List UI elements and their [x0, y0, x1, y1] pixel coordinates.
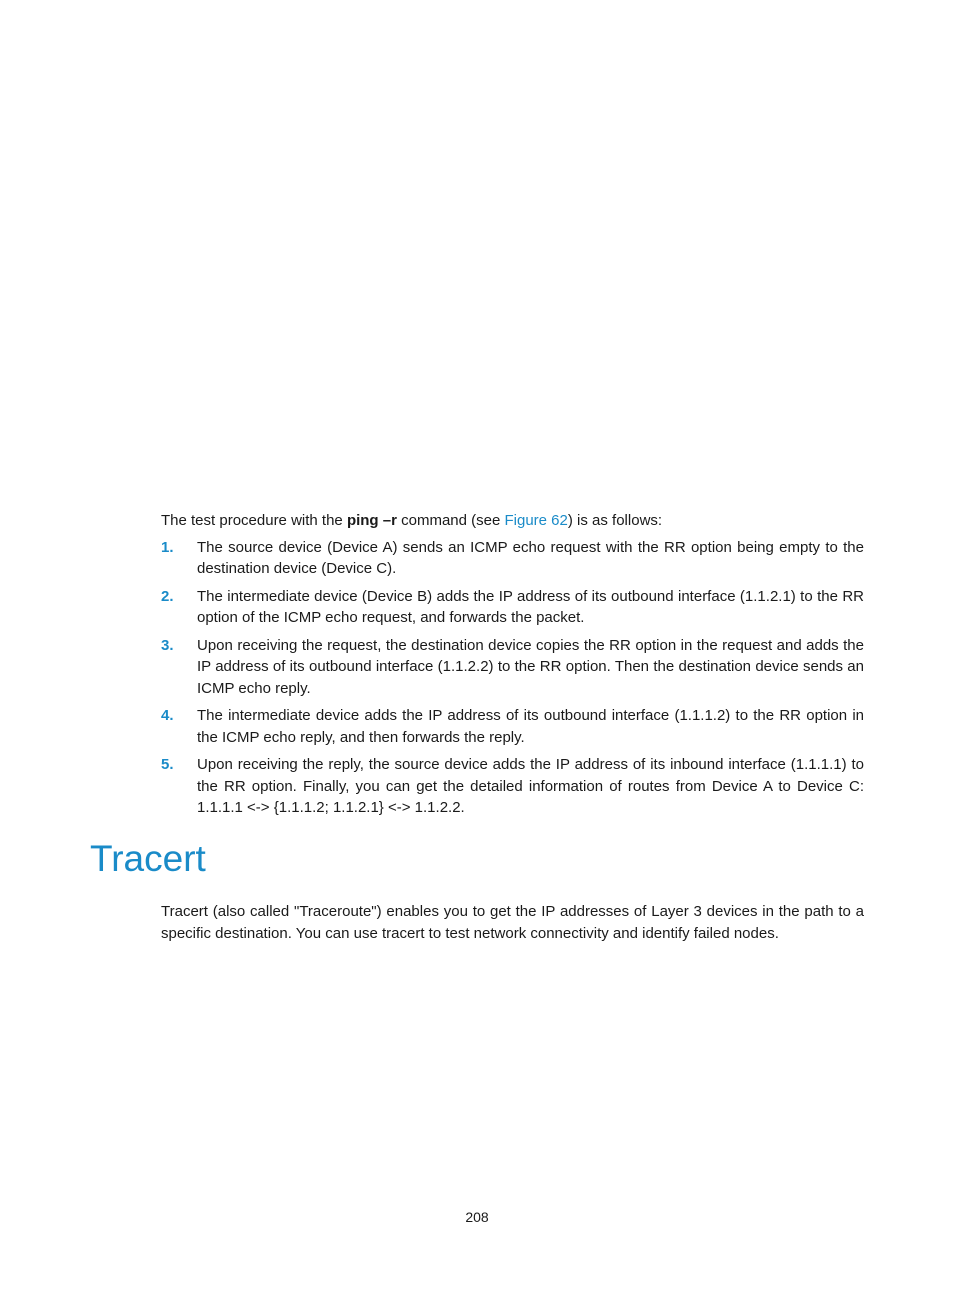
- procedure-block: [161, 510, 864, 825]
- step-number: 2.: [161, 587, 174, 605]
- list-item: [161, 635, 864, 700]
- step-text: The intermediate device adds the IP address of its outbound interface (1.1.1.2) to the RR option in the ICMP echo reply, and then forwards the reply.: [197, 707, 864, 746]
- step-number: 4.: [161, 707, 174, 724]
- step-number: 3.: [161, 636, 174, 654]
- list-item: [161, 705, 864, 748]
- intro-text-middle: command (see: [396, 512, 505, 529]
- step-number: 5.: [161, 756, 174, 773]
- figure-link[interactable]: Figure 62: [504, 512, 568, 529]
- step-text: The source device (Device A) sends an ICMP echo request with the RR option being empty to the destination device (Device C).: [197, 538, 864, 577]
- list-item: [161, 586, 864, 629]
- steps-list: [161, 537, 864, 819]
- intro-text-before: The test procedure with the: [161, 512, 347, 529]
- intro-paragraph: [161, 510, 864, 532]
- list-item: [161, 537, 864, 580]
- intro-text-after: ) is as follows:: [567, 512, 663, 529]
- section-body-block: [161, 901, 864, 944]
- step-text: The intermediate device (Device B) adds the IP address of its outbound interface (1.1.2.1) to the RR option of the ICMP echo request, and forwards the packet.: [197, 587, 864, 626]
- command-name: ping –r: [346, 512, 397, 529]
- step-number: 1.: [161, 538, 174, 556]
- page-number: 208: [465, 1209, 489, 1225]
- section-paragraph: Tracert (also called "Traceroute") enables you to get the IP addresses of Layer 3 devices in the path to a specific destination. You can use tracert to test network connectivity and identify failed nodes.: [161, 903, 864, 942]
- list-item: [161, 754, 864, 819]
- section-heading: Tracert: [90, 838, 206, 879]
- step-text: Upon receiving the request, the destination device copies the RR option in the request and adds the IP address of its outbound interface (1.1.2.2) to the RR option. Then the destination device sends an ICMP echo reply.: [197, 636, 864, 697]
- step-text: Upon receiving the reply, the source device adds the IP address of its inbound interface (1.1.1.1) to the RR option. Finally, you can get the detailed information of routes from Device A to Device C: 1.1.1.1 <-> {1.1.1.2; 1.1.2.1} <-> 1.1.2.2.: [197, 756, 864, 816]
